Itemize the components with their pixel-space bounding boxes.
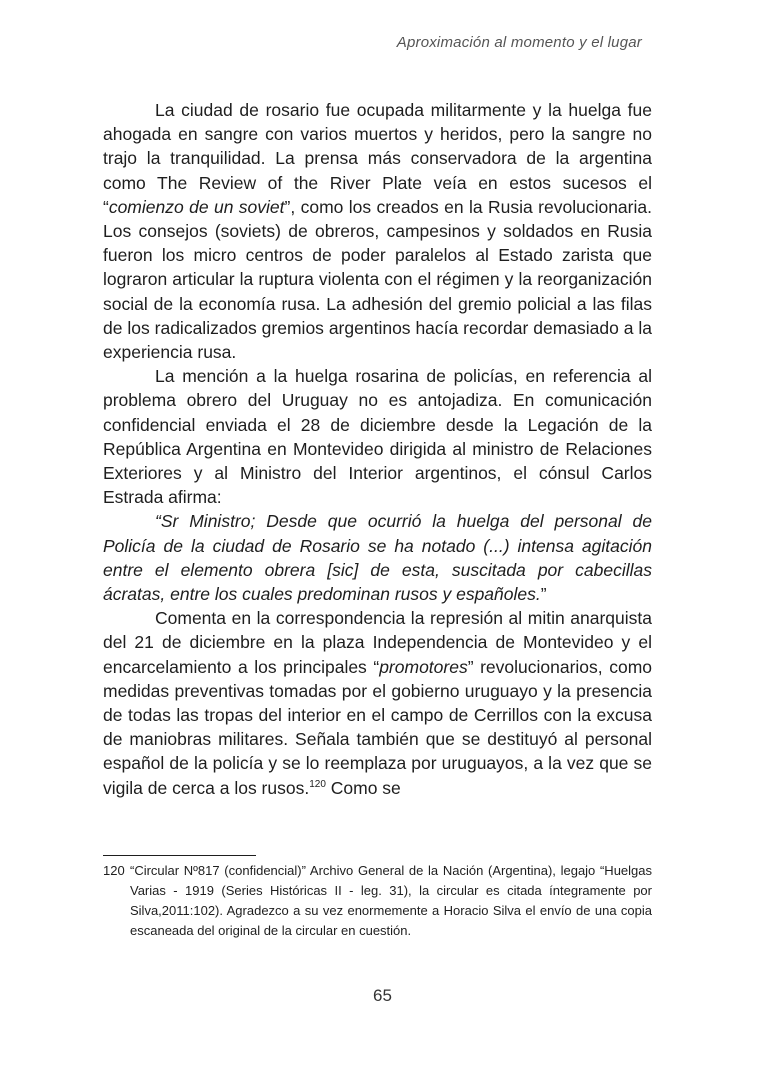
block-quote [103, 509, 652, 606]
paragraph-4-emphasis: promotores [379, 656, 468, 677]
quote-text: “Sr Ministro; Desde que ocurrió la huelga del personal de Policía de la ciudad de Rosario se ha notado (...) intensa agitación entre el elemento obrera [sic] de esta, suscitada por cabecillas ácratas, entre los cuales predominan rusos y españoles. [103, 511, 652, 605]
page-number: 65 [373, 986, 392, 1005]
paragraph-4-text-c: Como se [325, 777, 401, 798]
paragraph-1 [103, 98, 652, 364]
paragraph-1-text-a: La ciudad de rosario fue ocupada militarmente y la huelga fue ahogada en sangre con varios muertos y heridos, pero la sangre no trajo la tranquilidad. La prensa más conservadora de la argentina como The Review of the River Plate veía en estos sucesos el “ [103, 100, 652, 217]
quote-close-mark: ” [540, 584, 547, 605]
paragraph-2 [103, 364, 652, 509]
footnote-divider [103, 855, 256, 856]
footnote-text: “Circular Nº817 (confidencial)” Archivo General de la Nación (Argentina), legajo “Huelgas Varias - 1919 (Series Históricas II - leg. 31), la circular es citada íntegramente por Silva,2011:102). Agradezco a su vez enormemente a Horacio Silva el envío de una copia escaneada del original de la circular en cuestión. [130, 863, 652, 938]
body-text [103, 98, 652, 800]
paragraph-1-text-b: ”, como los creados en la Rusia revolucionaria. Los consejos (soviets) de obreros, campesinos y soldados en Rusia fueron los micro centros de poder paralelos al Estado zarista que lograron articular la ruptura violenta con el régimen y la reorganización social de la economía rusa. La adhesión del gremio policial a las filas de los radicalizados gremios argentinos hacía recordar demasiado a la experiencia rusa. [103, 196, 652, 363]
paragraph-4 [103, 606, 652, 800]
footnote-reference[interactable]: 120 [309, 778, 326, 790]
paragraph-4-text-a: Comenta en la correspondencia la represión al mitin anarquista del 21 de diciembre en la plaza Independencia de Montevideo y el encarcelamiento a los principales “ [103, 608, 652, 677]
paragraph-4-text-b: ” revolucionarios, como medidas preventivas tomadas por el gobierno uruguayo y la presencia de todas las tropas del interior en el campo de Cerrillos con la excusa de maniobras militares. Señala también que se destituyó al personal español de la policía y se lo reemplaza por uruguayos, a la vez que se vigila de cerca a los rusos. [103, 656, 652, 798]
paragraph-1-emphasis: comienzo de un soviet [108, 196, 285, 217]
running-header: Aproximación al momento y el lugar [396, 34, 642, 51]
paragraph-2-text: La mención a la huelga rosarina de policías, en referencia al problema obrero del Uruguay no es antojadiza. En comunicación confidencial enviada el 28 de diciembre desde la Legación de la República Argentina en Montevideo dirigida al ministro de Relaciones Exteriores y al Ministro del Interior argentinos, el cónsul Carlos Estrada afirma: [103, 366, 652, 508]
footnote [103, 861, 652, 941]
footnote-row [103, 861, 652, 941]
footnote-number: 120 [103, 863, 125, 878]
